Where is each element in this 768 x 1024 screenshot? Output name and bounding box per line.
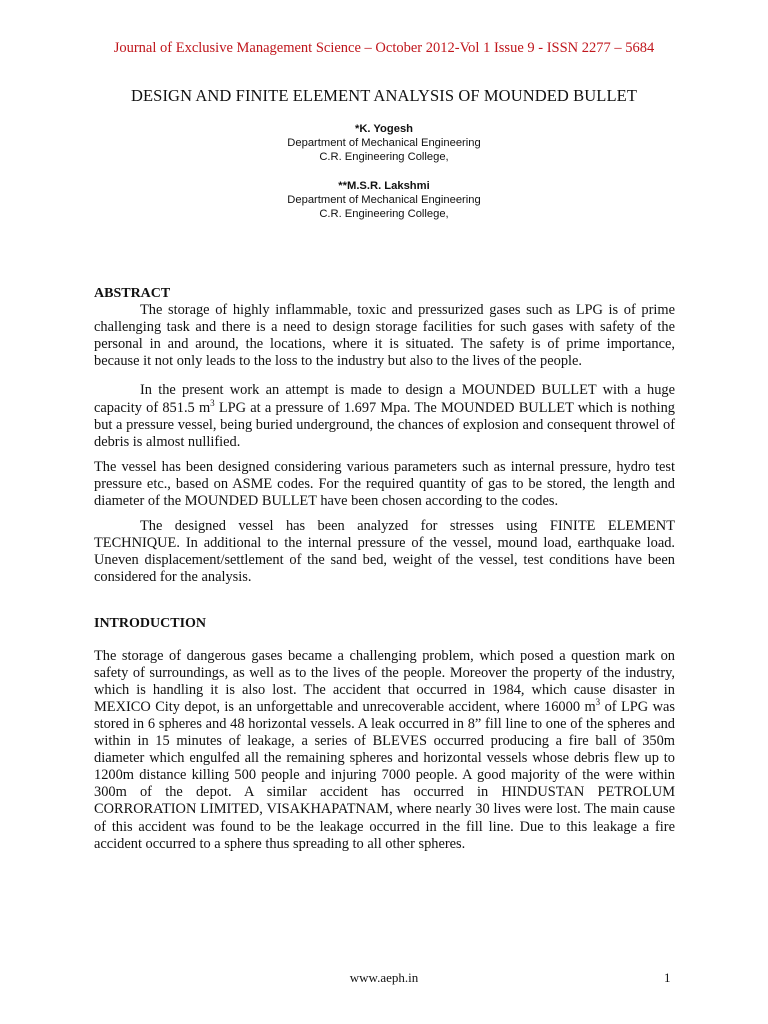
author-block (0, 122, 768, 164)
author-department: Department of Mechanical Engineering (287, 194, 481, 206)
paper-body (94, 285, 675, 861)
superscript: 3 (210, 397, 215, 408)
author-department: Department of Mechanical Engineering (287, 137, 481, 149)
abstract-paragraph: The designed vessel has been analyzed for stresses using FINITE ELEMENT TECHNIQUE. In additional to the internal pressure of the vessel, mound load, earthquake load. Uneven displacement/settlement of the sand bed, weight of the vessel, test conditions have been considered for the analysis. (94, 518, 675, 586)
abstract-paragraph: The vessel has been designed considering various parameters such as internal pressure, hydro test pressure etc., based on ASME codes. For the required quantity of gas to be stored, the length and diameter of the MOUNDED BULLET have been chosen according to the codes. (94, 458, 675, 510)
page-number: 1 (664, 970, 671, 985)
superscript: 3 (595, 697, 601, 708)
abstract-heading: ABSTRACT (94, 286, 171, 301)
author-name: **M.S.R. Lakshmi (338, 180, 430, 192)
author-name: *K. Yogesh (354, 123, 414, 135)
abstract-paragraph: The storage of highly inflammable, toxic and pressurized gases such as LPG is of prime challenging task and there is a need to design storage facilities for such gases with safety of the personal in and around, the locations, where it is situated. The safety is of prime importance, because it not only leads to the loss to the industry but also to the lives of the people. (94, 302, 675, 370)
introduction-heading: INTRODUCTION (94, 615, 207, 631)
abstract-paragraph (94, 382, 675, 450)
text-run: LPG at a pressure of 1.697 Mpa. The MOUNDED BULLET which is nothing but a pressure vessel, being buried underground, the chances of explosion and consequent throwel of debris is almost nullified. (94, 399, 675, 450)
text-run: The storage of dangerous gases became a challenging problem, which posed a question mark on safety of surroundings, as well as to the lives of the people. Moreover the property of the industry, which is handling it is also lost. The accident that occurred in 1984, which cause disaster in MEXICO City depot, is an unforgettable and unrecoverable accident, where 16000 m (94, 647, 675, 715)
author-college: C.R. Engineering College, (319, 208, 449, 220)
author-block (0, 179, 768, 221)
author-college: C.R. Engineering College, (319, 151, 449, 163)
journal-header: Journal of Exclusive Management Science – October 2012-Vol 1 Issue 9 - ISSN 2277 – 5684 (113, 40, 655, 56)
introduction-paragraph (94, 648, 675, 853)
author-list (0, 122, 768, 236)
footer-url: www.aeph.in (349, 970, 419, 985)
text-run: of LPG was stored in 6 spheres and 48 horizontal vessels. A leak occurred in 8” fill line to one of the spheres and within in 15 minutes of leakage, a series of BLEVES occurred producing a fire ball of 350m diameter which engulfed all the remaining spheres and horizontal vessels whose debris flew up to 1200m distance killing 500 people and injuring 7000 people. A good majority of the were within 300m of the depot. A similar accident has occurred in HINDUSTAN PETROLUM CORRORATION LIMITED, VISAKHAPATNAM, where nearly 30 lives were lost. The main cause of this accident was found to be the leakage occurred in the fill line. Due to this leakage a fire accident occurred to a sphere thus spreading to all other spheres. (94, 698, 675, 852)
paper-title: DESIGN AND FINITE ELEMENT ANALYSIS OF MOUNDED BULLET (130, 86, 638, 105)
text-run: In the present work an attempt is made to design a MOUNDED BULLET with a huge capacity of 851.5 m (94, 382, 675, 416)
